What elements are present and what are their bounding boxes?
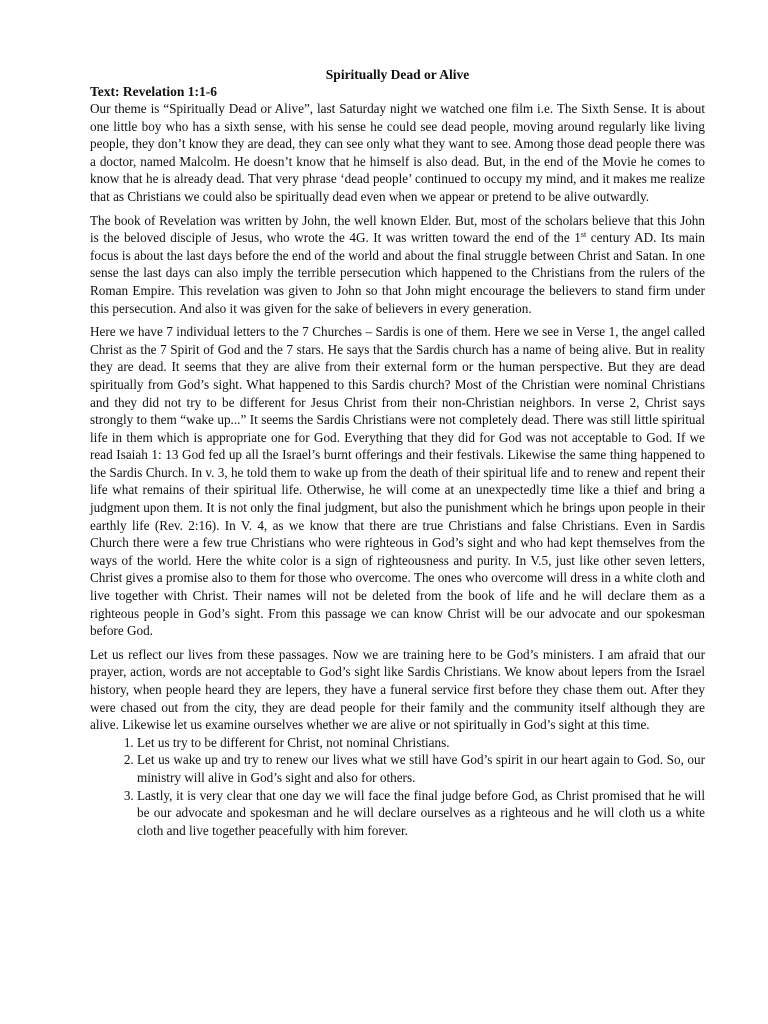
paragraph-revelation — [90, 212, 705, 318]
paragraph-reflection: Let us reflect our lives from these passages. Now we are training here to be God’s ministers. I am afraid that our prayer, action, words are not acceptable to God’s sight like Sardis Christians. We know about lepers from the Israel history, when people heard they are lepers, they have a funeral service first before they chase them out. After they were chased out from the city, they are dead people for their family and the community itself although they are alive. Likewise let us examine ourselves whether we are alive or not spiritually in God’s sight at this time. — [90, 646, 705, 733]
paragraph-revelation-part-2: century AD. Its main focus is about the last days before the end of the world and about the final struggle between Christ and Satan. In one sense the last days can also imply the terrible persecution which happened to the Christians from the rulers of the Roman Empire. This revelation was given to John so that John might encourage the believers to stand firm under this persecution. And also it was given for the sake of believers in every generation. — [90, 230, 706, 316]
list-item: 3. Lastly, it is very clear that one day we will face the final judge before God, as Christ promised that he will be our advocate and spokesman and he will declare ourselves as a righteous and he will cloth us a white cloth and live together peacefully with him forever. — [137, 787, 705, 840]
ordinal-superscript: st — [580, 230, 587, 240]
paragraph-revelation-part-1: The book of Revelation was written by John, the well known Elder. But, most of the scholars believe that this John is the beloved disciple of Jesus, who wrote the 4G. It was written toward the end of the 1 — [90, 212, 705, 246]
paragraph-intro: Our theme is “Spiritually Dead or Alive”, last Saturday night we watched one film i.e. The Sixth Sense. It is about one little boy who has a sixth sense, with his sense he could see dead people, moving around regularly like living people, they don’t know they are dead, they can see only what they want to see. Among those dead people there was a doctor, named Malcolm. He doesn’t know that he himself is also dead. But, in the end of the Movie he comes to know that he is already dead. That very phrase ‘dead people’ continued to occupy my mind, and it makes me realize that as Christians we could also be spiritually dead even when we appear or pretend to be alive outwardly. — [90, 101, 705, 204]
list-item: 1. Let us try to be different for Christ, not nominal Christians. — [137, 734, 705, 752]
document-title: Spiritually Dead or Alive — [325, 67, 470, 82]
action-points-list — [90, 734, 705, 840]
list-item: 2. Let us wake up and try to renew our lives what we still have God’s spirit in our heart again to God. So, our ministry will alive in God’s sight and also for others. — [137, 751, 705, 786]
paragraph-sardis: Here we have 7 individual letters to the 7 Churches – Sardis is one of them. Here we see in Verse 1, the angel called Christ as the 7 Spirit of God and the 7 stars. He says that the Sardis church has a name of being alive. But in reality they are dead. It seems that they are alive from their external form or the human perspective. But they are dead spiritually from God’s sight. What happened to this Sardis church? Most of the Christian were nominal Christians and they did not try to be different for Jesus Christ from their non-Christian neighbors. In verse 2, Christ says strongly to them “wake up...” It seems the Sardis Christians were not completely dead. There was still little spiritual life in them which is appropriate one for God. Everything that they did for God was not acceptable to God. If we read Isaiah 1: 13 God fed up all the Israel’s burnt offerings and their festivals. Likewise the same thing happened to the Sardis Church. In v. 3, he told them to wake up from the death of their spiritual life and to renew and repent their life what remains of their spiritual life. Otherwise, he will come at an unexpectedly time like a thief and bring a judgment upon them. It is not only the final judgment, but also the punishment which he brings upon people in their earthly life (Rev. 2:16). In V. 4, as we know that there are true Christians and false Christians. Even in Sardis Church there were a few true Christians who were righteous in God’s sight and who had kept themselves from the ways of the world. Here the white color is a sign of righteousness and purity. In V.5, just like other seven letters, Christ gives a promise also to them for those who overcome. The ones who overcome will dress in a white cloth and live together with Christ. Their names will not be deleted from the book of life and he will declare them as a righteous people in God’s sight. From this passage we can know Christ will be our advocate and our spokesman before God. — [90, 324, 705, 639]
scripture-reference: Text: Revelation 1:1-6 — [90, 84, 217, 99]
